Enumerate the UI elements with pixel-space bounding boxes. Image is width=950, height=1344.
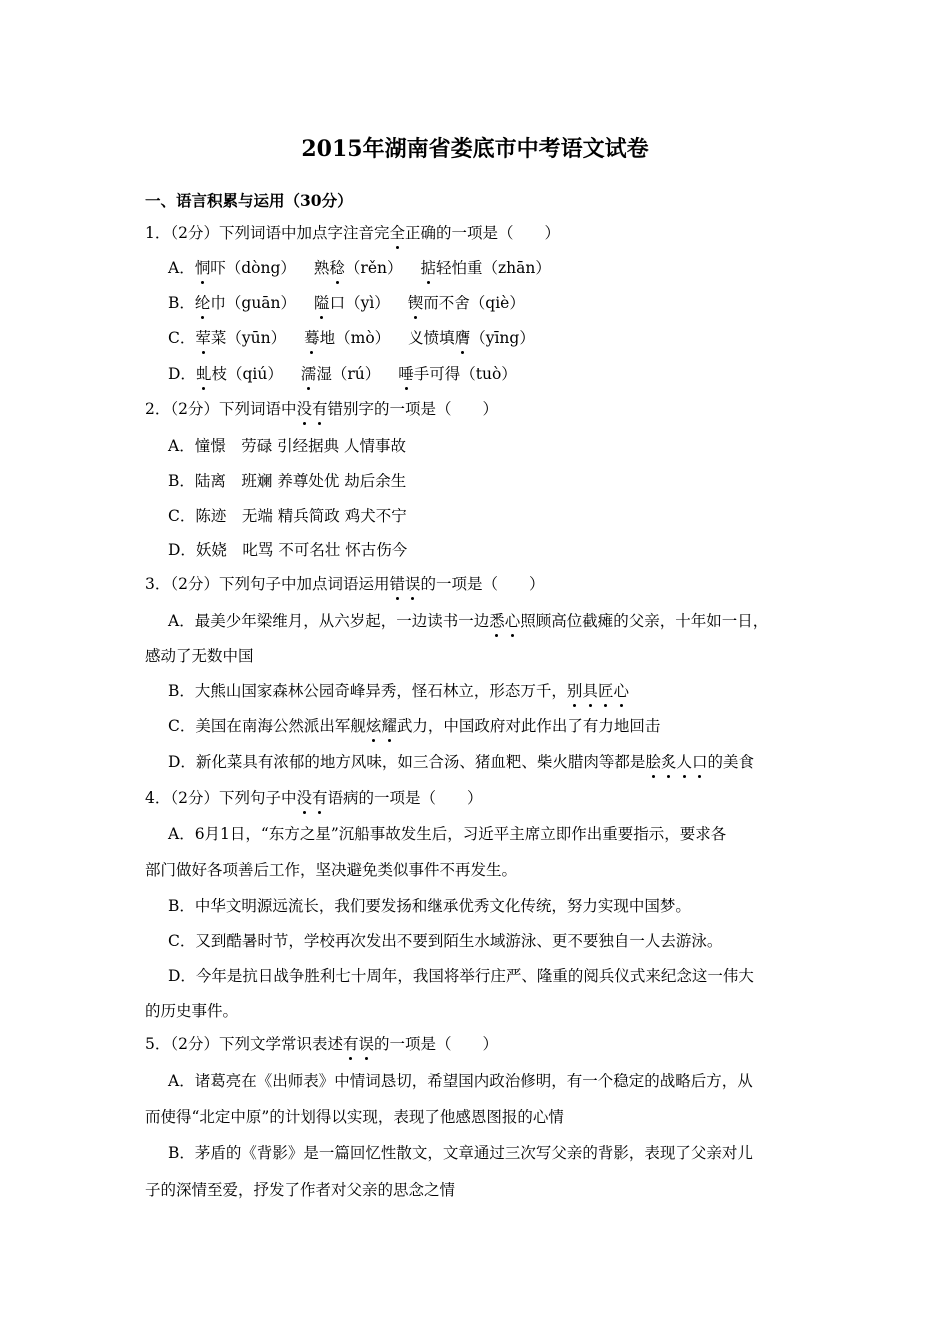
question-2-option-c: C．陈迹 无端 精兵简政 鸡犬不宁 xyxy=(168,507,407,525)
question-1-option-d: D．虬枝（qiú） 濡湿（rú） 唾手可得（tuò） xyxy=(168,365,517,383)
question-3-stem: 3．（2分）下列句子中加点词语运用错误的一项是（ ） xyxy=(145,575,545,593)
question-3-option-c: C．美国在南海公然派出军舰炫耀武力，中国政府对此作出了有力地回击 xyxy=(168,717,661,735)
emphasis-dot-char: 口 xyxy=(691,753,708,771)
emphasis-dot-char: 唾 xyxy=(398,365,414,383)
emphasis-dot-char: 悉 xyxy=(489,612,505,630)
question-4-option-d-line-1: D．今年是抗日战争胜利七十周年，我国将举行庄严、隆重的阅兵仪式来纪念这一伟大 xyxy=(168,967,754,985)
section-heading: 一、语言积累与运用（30分） xyxy=(145,191,353,210)
emphasis-dot-char: 掂 xyxy=(420,259,437,277)
emphasis-dot-char: 别 xyxy=(566,682,583,700)
emphasis-dot-char: 有 xyxy=(312,400,328,418)
emphasis-dot-char: 濡 xyxy=(300,365,317,383)
emphasis-dot-char: 具 xyxy=(582,682,598,700)
emphasis-dot-char: 隘 xyxy=(314,294,330,312)
emphasis-dot-char: 有 xyxy=(342,1035,359,1053)
question-5-option-a-line-2: 而使得“北定中原”的计划得以实现，表现了他感恩图报的心情 xyxy=(145,1108,564,1126)
emphasis-dot-char: 误 xyxy=(405,575,421,593)
question-4-stem: 4．（2分）下列句子中没有语病的一项是（ ） xyxy=(145,789,483,807)
emphasis-dot-char: 人 xyxy=(676,753,692,771)
emphasis-dot-char: 炫 xyxy=(365,717,382,735)
question-1-option-c: C．荤菜（yūn） 蓦地（mò） 义愤填膺（yīng） xyxy=(168,329,535,347)
emphasis-dot-char: 心 xyxy=(613,682,629,700)
question-5-option-a-line-1: A．诸葛亮在《出师表》中情词恳切，希望国内政治修明，有一个稳定的战略后方，从 xyxy=(168,1072,753,1090)
question-2-stem: 2．（2分）下列词语中没有错别字的一项是（ ） xyxy=(145,400,499,418)
question-1-option-b: B．纶巾（guān） 隘口（yì） 锲而不舍（qiè） xyxy=(168,294,525,312)
question-2-option-b: B．陆离 班斓 养尊处优 劫后余生 xyxy=(168,472,407,490)
emphasis-dot-char: 蓦 xyxy=(304,329,320,347)
emphasis-dot-char: 脍 xyxy=(645,753,661,771)
emphasis-dot-char: 恫 xyxy=(194,259,211,277)
emphasis-dot-char: 膺 xyxy=(454,329,471,347)
emphasis-dot-char: 匠 xyxy=(597,682,614,700)
question-5-option-b-line-2: 子的深情至爱，抒发了作者对父亲的思念之情 xyxy=(145,1181,456,1199)
emphasis-dot-char: 耀 xyxy=(381,717,397,735)
question-4-option-a-line-1: A．6月1日，“东方之星”沉船事故发生后，习近平主席立即作出重要指示，要求各 xyxy=(168,825,727,843)
emphasis-dot-char: 错 xyxy=(389,575,405,593)
question-4-option-c: C．又到酷暑时节，学校再次发出不要到陌生水域游泳、更不要独自一人去游泳。 xyxy=(168,932,723,950)
emphasis-dot-char: 心 xyxy=(504,612,521,630)
emphasis-dot-char: 有 xyxy=(312,789,328,807)
question-4-option-d-line-2: 的历史事件。 xyxy=(145,1002,239,1020)
question-2-option-d: D．妖娆 叱骂 不可名壮 怀古伤今 xyxy=(168,541,408,559)
emphasis-dot-char: 炙 xyxy=(660,753,677,771)
question-4-option-b: B．中华文明源远流长，我们要发扬和继承优秀文化传统，努力实现中国梦。 xyxy=(168,897,691,915)
emphasis-dot-char: 没 xyxy=(296,400,312,418)
question-5-option-b-line-1: B．茅盾的《背影》是一篇回忆性散文，文章通过三次写父亲的背影，表现了父亲对儿 xyxy=(168,1144,753,1162)
page-title: 2015年湖南省娄底市中考语文试卷 xyxy=(301,136,649,162)
emphasis-dot-char: 纶 xyxy=(194,294,211,312)
emphasis-dot-char: 荤 xyxy=(195,329,211,347)
question-3-option-a-line-2: 感动了无数中国 xyxy=(145,647,254,665)
question-3-option-d: D．新化菜具有浓郁的地方风味，如三合汤、猪血粑、柴火腊肉等都是脍炙人口的美食 xyxy=(168,753,755,771)
question-4-option-a-line-2: 部门做好各项善后工作，坚决避免类似事件不再发生。 xyxy=(145,861,518,879)
question-3-option-b: B．大熊山国家森林公园奇峰异秀，怪石林立，形态万千，别具匠心 xyxy=(168,682,629,700)
question-3-option-a-line-1: A．最美少年梁维月，从六岁起，一边读书一边悉心照顾高位截瘫的父亲，十年如一日， xyxy=(168,612,769,630)
emphasis-dot-char: 没 xyxy=(296,789,312,807)
emphasis-dot-char: 锲 xyxy=(407,294,424,312)
question-1-option-a: A．恫吓（dòng） 熟稔（rěn） 掂轻怕重（zhān） xyxy=(168,259,551,277)
question-1-stem: 1．（2分）下列词语中加点字注音完全正确的一项是（ ） xyxy=(145,224,561,242)
emphasis-dot-char: 稔 xyxy=(329,259,345,277)
emphasis-dot-char: 全 xyxy=(389,224,405,242)
question-2-option-a: A．憧憬 劳碌 引经据典 人情事故 xyxy=(168,437,407,455)
emphasis-dot-char: 虬 xyxy=(195,365,212,383)
emphasis-dot-char: 误 xyxy=(358,1035,375,1053)
question-5-stem: 5．（2分）下列文学常识表述有误的一项是（ ） xyxy=(145,1035,499,1053)
